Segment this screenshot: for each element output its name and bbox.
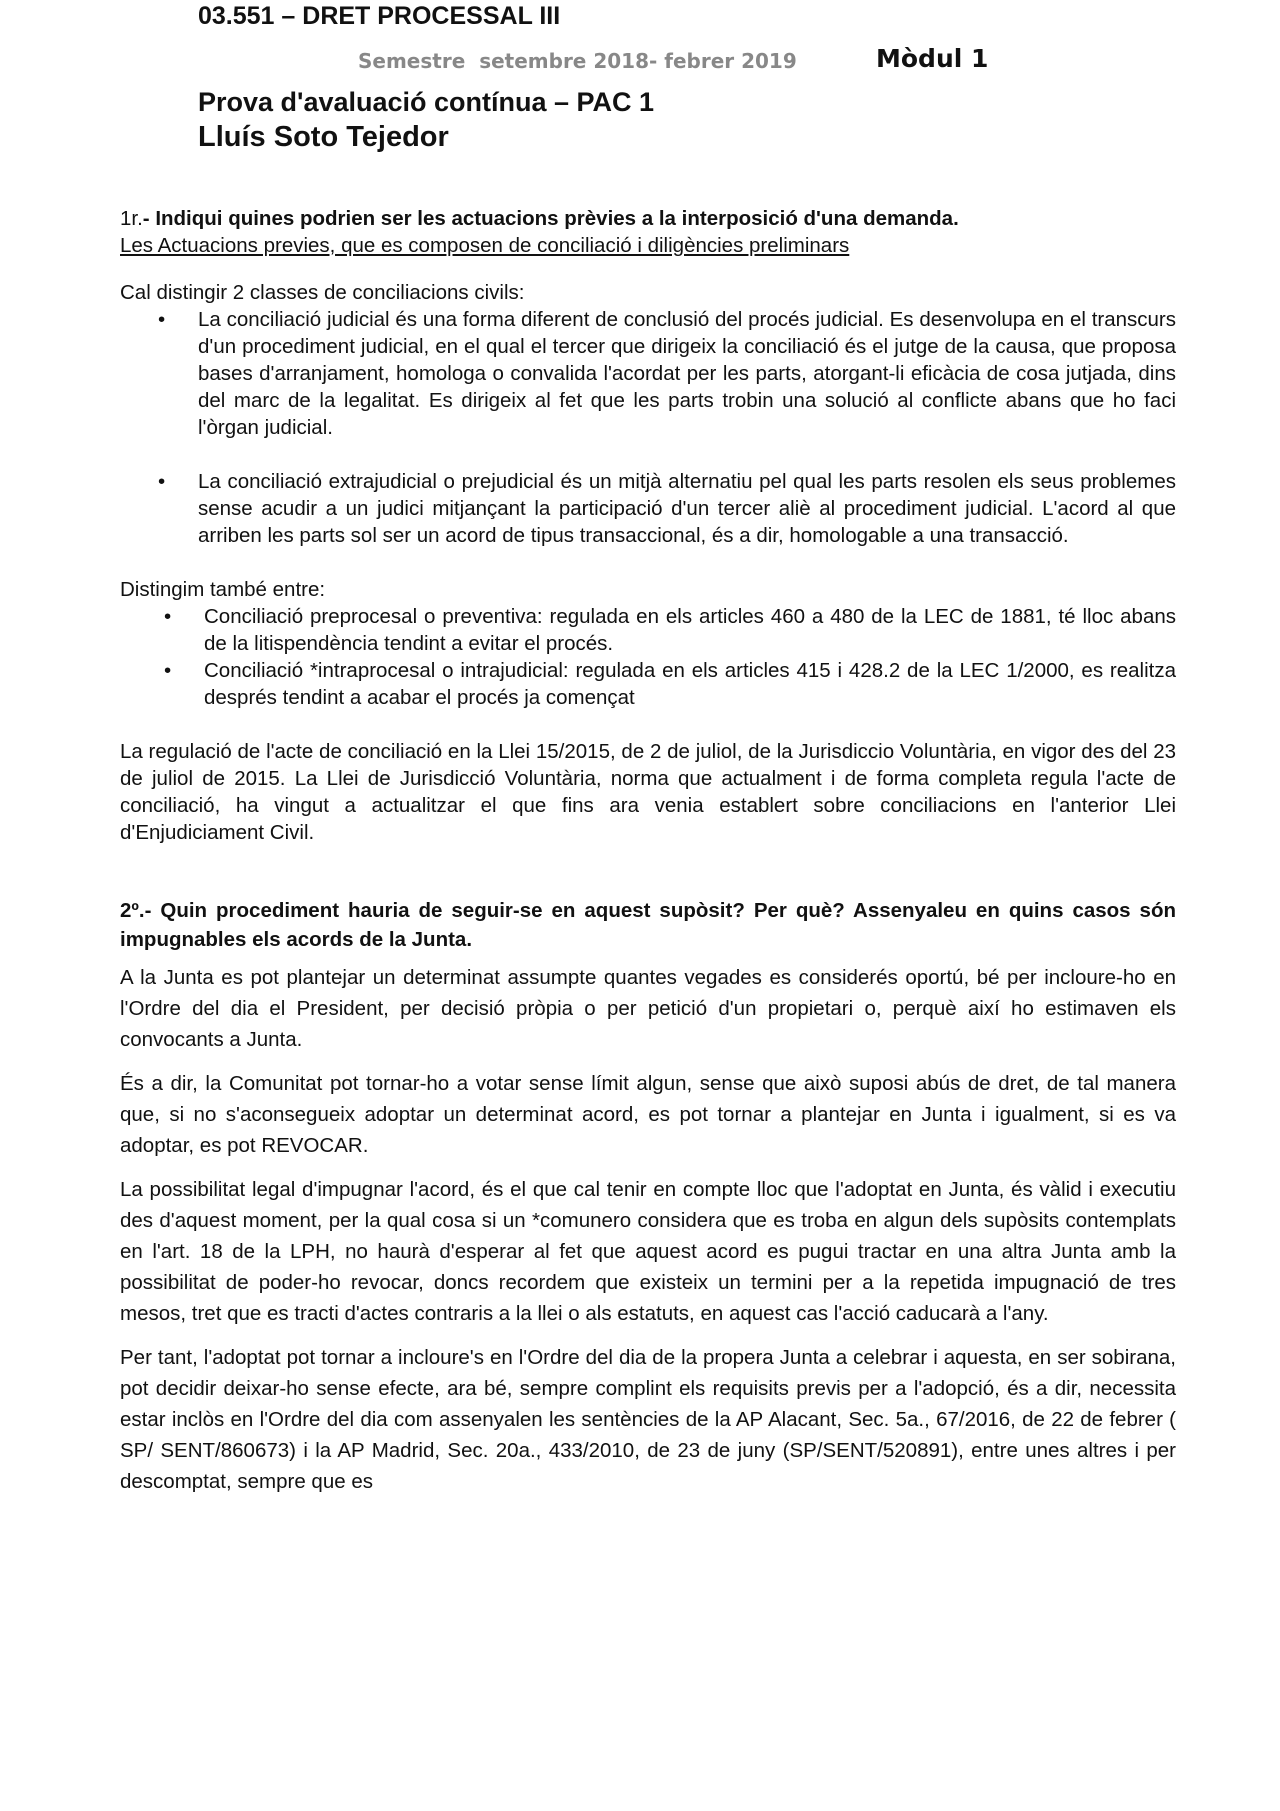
paragraph: És a dir, la Comunitat pot tornar-ho a votar sense límit algun, sense que això suposi abús de dret, de tal manera que, si no s'aconsegueix adoptar un determinat acord, es pot tornar a plantejar en Junta i igualment, si es va adoptar, es pot REVOCAR. — [120, 1072, 1176, 1157]
list-spacer — [120, 441, 1176, 468]
paragraph: La possibilitat legal d'impugnar l'acord, és el que cal tenir en compte lloc que l'adoptat en Junta, és vàlid i executiu des d'aquest moment, per la qual cosa si un *comunero considera que es troba en algun dels supòsits contemplats en l'art. 18 de la LPH, no haurà d'esperar al fet que aquest acord es pugui tractar en una altra Junta amb la possibilitat de poder-ho revocar, doncs recordem que existeix un termini per a la repetida impugnació de tres mesos, tret que es tracti d'actes contraris a la llei o als estatuts, en aquest cas l'acció caducarà a l'any. — [120, 1178, 1176, 1325]
question-2: 2º.- Quin procediment hauria de seguir-se en aquest supòsit? Per què? Assenyaleu en quins casos són impugnables els acords de la Junta. — [120, 899, 1176, 951]
list-item — [120, 306, 1176, 441]
list-item-text: Conciliació preprocesal o preventiva: regulada en els articles 460 a 480 de la LEC de 1881, té lloc abans de la litispendència tendint a evitar el procés. — [204, 605, 1176, 655]
question-2-section — [120, 896, 1176, 1497]
question-1 — [120, 205, 1176, 232]
question-1-text: - Indiqui quines podrien ser les actuacions prèvies a la interposició d'una demanda. — [142, 207, 959, 230]
distinction-intro: Distingim també entre: — [120, 578, 326, 601]
list-item — [120, 603, 1176, 657]
bullet-icon: • — [164, 605, 172, 628]
paragraph: A la Junta es pot plantejar un determinat assumpte quantes vegades es considerés oportú, bé per incloure-ho en l'Ordre del dia el President, per decisió pròpia o per petició d'un propietari o, perquè així ho estimaven els convocants a Junta. — [120, 966, 1176, 1051]
question-1-number: 1r. — [120, 207, 143, 230]
bullet-icon: • — [158, 308, 166, 331]
list-item-text: Conciliació *intraprocesal o intrajudicial: regulada en els articles 415 i 428.2 de la LEC 1/2000, es realitza després tendint a acabar el procés ja començat — [204, 659, 1176, 709]
list-item-text: La conciliació extrajudicial o prejudicial és un mitjà alternatiu pel qual les parts resolen els seus problemes sense acudir a un judici mitjançant la participació d'un tercer aliè al procediment judicial. L'acord al que arriben les parts sol ser un acord de tipus transaccional, és a dir, homologable a una transacció. — [198, 470, 1176, 547]
module-label: Mòdul 1 — [876, 44, 989, 73]
document-body — [120, 205, 1176, 1510]
course-code: 03.551 – DRET PROCESSAL III — [198, 2, 561, 30]
conciliation-types-list — [120, 306, 1176, 549]
conciliation-kinds-list — [120, 603, 1176, 711]
bullet-icon: • — [158, 470, 166, 493]
list-item — [120, 468, 1176, 549]
conciliation-intro: Cal distingir 2 classes de conciliacions civils: — [120, 281, 525, 304]
list-item-text: La conciliació judicial és una forma diferent de conclusió del procés judicial. Es desenvolupa en el transcurs d'un procediment judicial, en el qual el tercer que dirigeix la conciliació és el jutge de la causa, que proposa bases d'arranjament, homologa o convalida l'acordat per les parts, atorgant-li eficàcia de cosa jutjada, dins del marc de la legalitat. Es dirigeix al fet que les parts trobin una solució al conflicte abans que ho faci l'òrgan judicial. — [198, 308, 1176, 439]
regulation-paragraph: La regulació de l'acte de conciliació en la Llei 15/2015, de 2 de juliol, de la Jurisdiccio Voluntària, en vigor des del 23 de juliol de 2015. La Llei de Jurisdicció Voluntària, norma que actualment i de forma completa regula l'acte de conciliació, ha vingut a actualitzar el que fins ara venia establert sobre conciliacions en l'anterior Llei d'Enjudiciament Civil. — [120, 740, 1176, 844]
assessment-title: Prova d'avaluació contínua – PAC 1 — [198, 87, 655, 117]
section-subtitle: Les Actuacions previes, que es composen de conciliació i diligències preliminars — [120, 234, 850, 257]
paragraph: Per tant, l'adoptat pot tornar a incloure's en l'Ordre del dia de la propera Junta a celebrar i aquesta, en ser sobirana, pot decidir deixar-ho sense efecte, ara bé, sempre complint els requisits previs per a l'adopció, és a dir, necessita estar inclòs en l'Ordre del dia com assenyalen les sentències de la AP Alacant, Sec. 5a., 67/2016, de 22 de febrer ( SP/ SENT/860673) i la AP Madrid, Sec. 20a., 433/2010, de 23 de juny (SP/SENT/520891), entre unes altres i per descomptat, sempre que es — [120, 1346, 1176, 1493]
author-name: Lluís Soto Tejedor — [198, 121, 449, 153]
semester-label: Semestre setembre 2018- febrer 2019 — [358, 49, 797, 73]
bullet-icon: • — [164, 659, 172, 682]
list-item — [120, 657, 1176, 711]
